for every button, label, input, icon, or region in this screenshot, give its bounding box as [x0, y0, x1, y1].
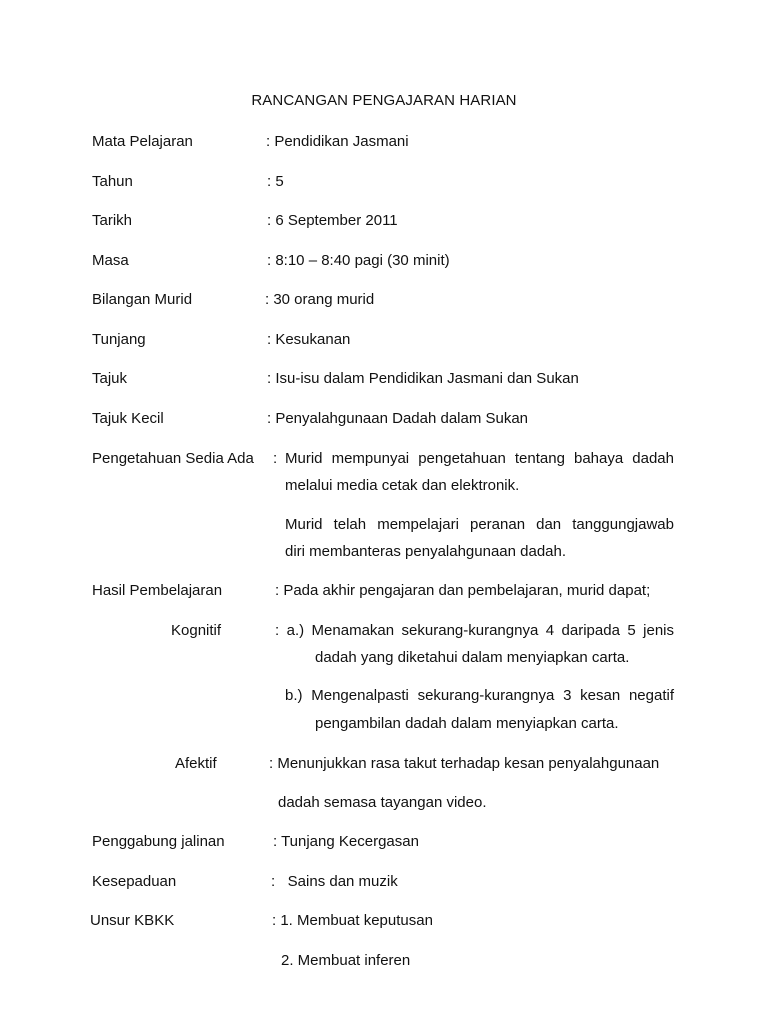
label-tahun: Tahun [92, 173, 133, 190]
label-afektif: Afektif [175, 755, 217, 772]
label-mata-pelajaran: Mata Pelajaran [92, 133, 193, 150]
pengetahuan-p1-line2: melalui media cetak dan elektronik. [285, 477, 520, 494]
value-tahun: : 5 [267, 173, 284, 190]
kognitif-a-line1: : a.) Menamakan sekurang-kurangnya 4 daripada 5 jenis [275, 622, 674, 639]
label-tajuk-kecil: Tajuk Kecil [92, 410, 164, 427]
afektif-line1: : Menunjukkan rasa takut terhadap kesan penyalahgunaan [269, 755, 660, 772]
label-unsur-kbkk: Unsur KBKK [90, 912, 175, 929]
afektif-line2: dadah semasa tayangan video. [278, 794, 487, 811]
label-tunjang: Tunjang [92, 331, 146, 348]
value-masa: : 8:10 – 8:40 pagi (30 minit) [267, 252, 450, 269]
value-tajuk-kecil: : Penyalahgunaan Dadah dalam Sukan [267, 410, 529, 427]
kognitif-a-line2: dadah yang diketahui dalam menyiapkan carta. [315, 649, 630, 666]
value-tarikh: : 6 September 2011 [267, 212, 398, 229]
value-bilangan-murid: : 30 orang murid [265, 291, 375, 308]
label-tajuk: Tajuk [92, 370, 128, 387]
value-mata-pelajaran: : Pendidikan Jasmani [266, 133, 409, 150]
colon-pengetahuan: : [273, 450, 278, 467]
kbkk-item-2: 2. Membuat inferen [281, 952, 411, 969]
value-tunjang: : Kesukanan [267, 331, 351, 348]
kognitif-b-line2: pengambilan dadah dalam menyiapkan carta. [315, 715, 619, 732]
value-kesepaduan: : Sains dan muzik [271, 873, 398, 890]
document-title: RANCANGAN PENGAJARAN HARIAN [251, 92, 517, 109]
value-penggabung-jalinan: : Tunjang Kecergasan [273, 833, 419, 850]
pengetahuan-p2-line2: diri membanteras penyalahgunaan dadah. [285, 543, 567, 560]
label-hasil-pembelajaran: Hasil Pembelajaran [92, 582, 223, 599]
value-hasil-pembelajaran: : Pada akhir pengajaran dan pembelajaran, murid dapat; [275, 582, 651, 599]
kbkk-item-1: : 1. Membuat keputusan [272, 912, 433, 929]
kognitif-b-line1: b.) Mengenalpasti sekurang-kurangnya 3 kesan negatif [285, 687, 674, 704]
label-tarikh: Tarikh [92, 212, 133, 229]
value-tajuk: : Isu-isu dalam Pendidikan Jasmani dan Sukan [267, 370, 579, 387]
label-penggabung-jalinan: Penggabung jalinan [92, 833, 225, 850]
label-bilangan-murid: Bilangan Murid [92, 291, 193, 308]
label-masa: Masa [92, 252, 129, 269]
pengetahuan-p2-line1: Murid telah mempelajari peranan dan tanggungjawab [285, 516, 674, 533]
label-kognitif: Kognitif [171, 622, 222, 639]
label-kesepaduan: Kesepaduan [92, 873, 177, 890]
pengetahuan-p1-line1: Murid mempunyai pengetahuan tentang bahaya dadah [285, 450, 674, 467]
label-pengetahuan-sedia-ada: Pengetahuan Sedia Ada [92, 450, 254, 467]
